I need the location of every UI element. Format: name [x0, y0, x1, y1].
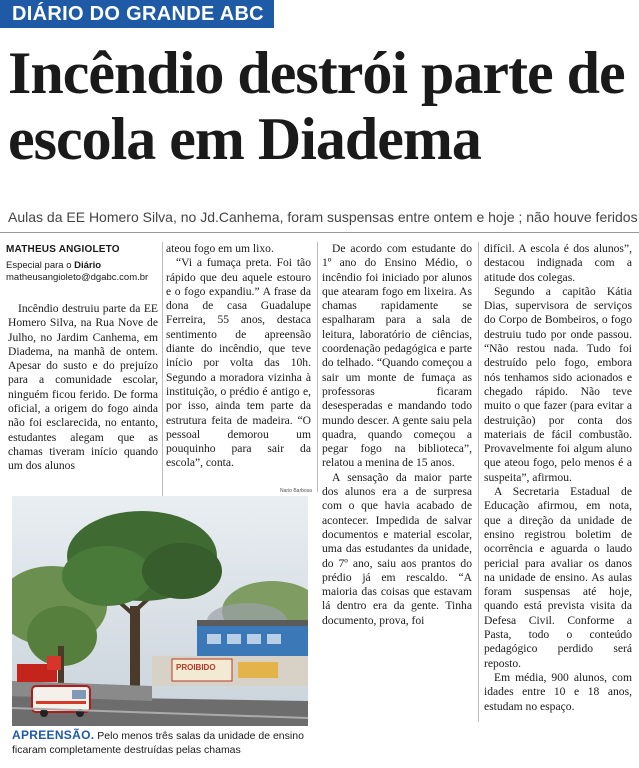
- paragraph: Segundo a capitão Kátia Dias, supervisora de serviços do Corpo de Bombeiros, o fogo destruiu tudo por onde passou. “Não restou nada. Tudo foi destruído pelo fogo, embora nós tenhamos sido acionados e chegado rápido. Não teve muito o que fazer (para evitar a destruição) por conta dos materiais de fácil combustão. Provavelmente foi algum aluno que ateou fogo, pelo menos é a suspeita”, afirmou.: [484, 284, 632, 484]
- paragraph: “Vi a fumaça preta. Foi tão rápido que deu aquele estouro e o fogo expandiu.” A frase da dona de casa Guadalupe Ferreira, 55 anos, destaca sentimento de apreensão diante do incêndio, que teve início por volta das 10h. Segundo a moradora vizinha à instituição, o prédio é antigo e, por isso, ainda tem parte da estrutura feita de madeira. “O pessoal demorou um pouquinho para sair da escola”, conta.: [166, 256, 311, 470]
- headline: Incêndio destrói parte de escola em Diadema: [8, 40, 625, 172]
- paragraph: A sensação da maior parte dos alunos era a de surpresa com o que havia acabado de acontecer. Impedida de salvar documentos e material escolar, uma das estudantes da unidade, do 7º ano, saiu aos prantos do prédio já em rescaldo. “A maioria das coisas que estavam lá dentro era da gente. Tinha documento, prova, foi: [322, 470, 472, 627]
- caption-text: Pelo menos três salas da unidade de ensino ficaram completamente destruídas pelas chamas: [12, 730, 304, 756]
- byline-role: [6, 260, 156, 271]
- masthead: DIÁRIO DO GRANDE ABC: [0, 0, 274, 28]
- article-column-4: [484, 242, 632, 714]
- paragraph: Em média, 900 alunos, com idades entre 10 e 18 anos, estudam no espaço.: [484, 670, 632, 713]
- paragraph: ateou fogo em um lixo.: [166, 242, 274, 255]
- byline-email[interactable]: matheusangioleto@dgabc.com.br: [6, 272, 149, 283]
- column-divider: [478, 242, 479, 722]
- header-rule: [0, 232, 639, 233]
- wall-sign-text: PROIBIDO: [176, 663, 216, 672]
- caption-lead: APREENSÃO.: [12, 728, 95, 742]
- byline-author: MATHEUS ANGIOLETO: [6, 244, 120, 255]
- subhead: Aulas da EE Homero Silva, no Jd.Canhema, foram suspensas entre ontem e hoje ; não houve feridos: [8, 209, 638, 225]
- paragraph: difícil. A escola é dos alunos”, destacou indignada com a atitude dos colegas.: [484, 242, 632, 284]
- article-column-1: [8, 302, 158, 474]
- byline-role-outlet: Diário: [74, 260, 102, 271]
- article-column-3: [322, 242, 472, 628]
- school-fire-illustration: [12, 496, 308, 726]
- photo-credit: Nario Barbosa: [280, 488, 312, 494]
- article-column-2: [166, 242, 311, 471]
- paragraph: A Secretaria Estadual de Educação afirmou, em nota, que a direção da unidade de ensino registrou boletim de ocorrência e aguarda o laudo pericial para avaliar os danos na unidade de ensino. As aulas foram suspensas até hoje, quando está prevista visita da Defesa Civil. Conforme a Pasta, todo o conteúdo pedagógico perdido será reposto.: [484, 485, 632, 670]
- news-photo: [12, 496, 308, 726]
- photo-caption: [12, 728, 312, 757]
- paragraph: Incêndio destruiu parte da EE Homero Silva, na Rua Nove de Julho, no Jardim Canhema, em Diadema, na manhã de ontem. Apesar do susto e do prejuízo para a comunidade escolar, ninguém ficou ferido. De forma oficial, a origem do fogo ainda não foi esclarecida, no entanto, estudantes alegam que as chamas tiveram início quando um dos alunos: [8, 302, 158, 473]
- paragraph: De acordo com estudante do 1º ano do Ensino Médio, o incêndio foi iniciado por alunos que atearam fogo em lixeira. As chamas rapidamente se espalharam para a sala de leitura, laboratório de ciências, coordenação pedagógica e parte do telhado. “Quando começou a sair um monte de fumaça as professoras ficaram desesperadas e mandando todo mundo descer. A gente saiu pela quadra, quando começou a pegar fogo na biblioteca”, relatou a menina de 15 anos.: [322, 242, 472, 470]
- byline-role-prefix: Especial para o: [6, 260, 75, 271]
- byline: [6, 244, 156, 283]
- column-divider: [317, 242, 318, 492]
